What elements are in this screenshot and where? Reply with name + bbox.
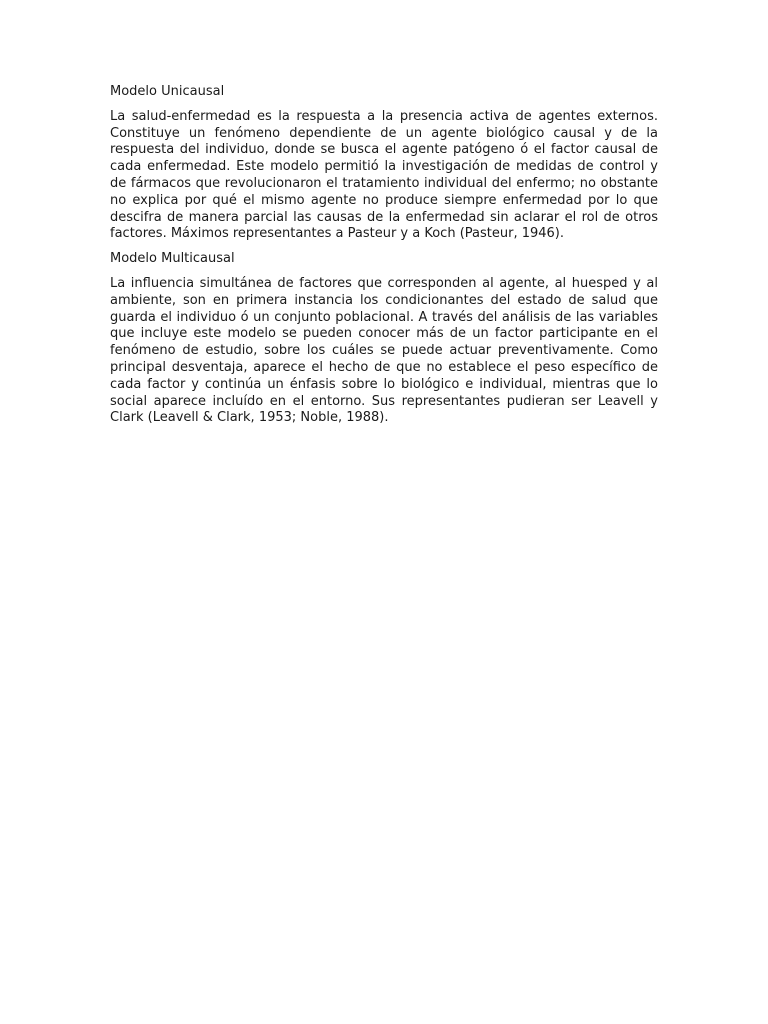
section-body-unicausal: La salud-enfermedad es la respuesta a la presencia activa de agentes externos. Constituye un fenómeno dependiente de un agente biológico causal y de la respuesta del individuo, donde se busca el agente patógeno ó el factor causal de cada enfermedad. Este modelo permitió la investigación de medidas de control y de fármacos que revolucionaron el tratamiento individual del enfermo; no obstante no explica por qué el mismo agente no produce siempre enfermedad por lo que descifra de manera parcial las causas de la enfermedad sin aclarar el rol de otros factores. Máximos representantes a Pasteur y a Koch (Pasteur, 1946). (110, 108, 658, 242)
document-page (110, 84, 658, 435)
section-heading-multicausal: Modelo Multicausal (110, 251, 235, 267)
section-heading-unicausal: Modelo Unicausal (110, 84, 225, 99)
section-body-multicausal: La influencia simultánea de factores que corresponden al agente, al huesped y al ambiente, son en primera instancia los condicionantes del estado de salud que guarda el individuo ó un conjunto poblacional. A través del análisis de las variables que incluye este modelo se pueden conocer más de un factor participante en el fenómeno de estudio, sobre los cuáles se puede actuar preventivamente. Como principal desventaja, aparece el hecho de que no establece el peso específico de cada factor y continúa un énfasis sobre lo biológico e individual, mientras que lo social aparece incluído en el entorno. Sus representantes pudieran ser Leavell y Clark (Leavell & Clark, 1953; Noble, 1988). (110, 275, 658, 426)
